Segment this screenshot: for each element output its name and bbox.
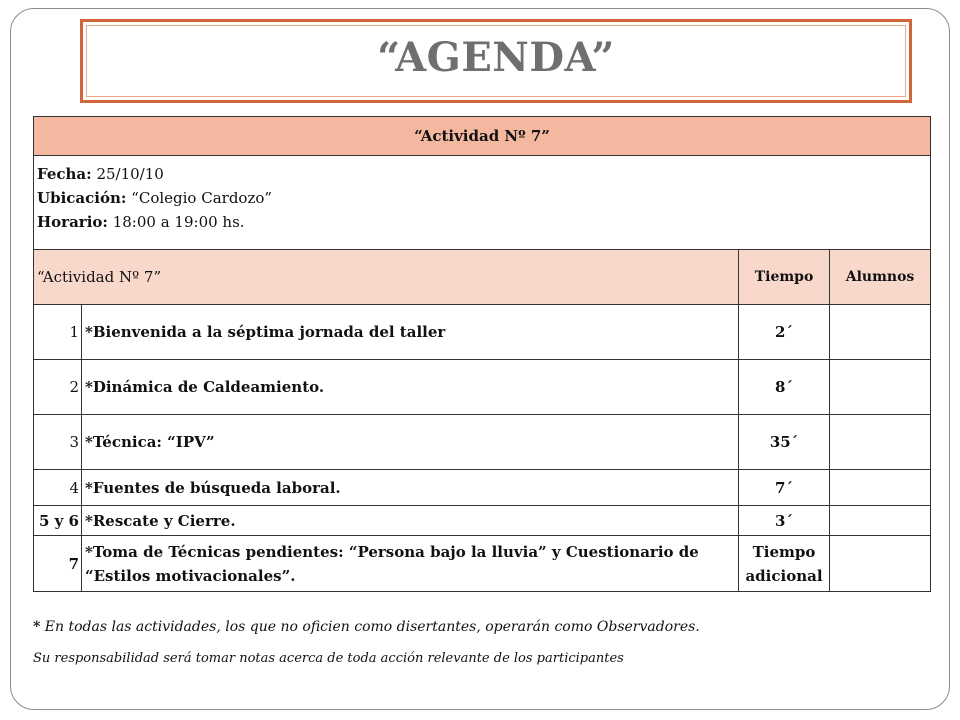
date-line [37,162,927,186]
table-row [34,415,931,470]
row-activity: *Bienvenida a la séptima jornada del taller [82,305,739,360]
schedule-value: 18:00 a 19:00 hs. [107,213,245,231]
row-activity: *Técnica: “IPV” [82,415,739,470]
row-time: 35´ [739,415,830,470]
table-row [34,470,931,506]
table-header-title: “Actividad Nº 7” [34,117,931,156]
footer-note-1 [33,619,700,635]
row-number: 3 [34,415,82,470]
info-cell [34,156,931,250]
date-label: Fecha: [37,165,92,183]
row-students [830,360,931,415]
row-students [830,470,931,506]
row-activity: *Fuentes de búsqueda laboral. [82,470,739,506]
row-time: 3´ [739,506,830,536]
location-label: Ubicación: [37,189,127,207]
column-header-students: Alumnos [830,250,931,305]
row-activity: *Rescate y Cierre. [82,506,739,536]
row-students [830,536,931,592]
table-row [34,536,931,592]
footer-note-1-text: En todas las actividades, los que no oficien como disertantes, operarán como Observadores. [40,619,700,635]
row-number: 5 y 6 [34,506,82,536]
title-box [80,19,912,103]
column-header-activity: “Actividad Nº 7” [34,250,739,305]
table-row [34,506,931,536]
row-students [830,415,931,470]
table-row [34,305,931,360]
column-header-row [34,250,931,305]
footnote-star: * [33,619,41,635]
row-students [830,506,931,536]
info-row [34,156,931,250]
table-row [34,360,931,415]
row-time: 8´ [739,360,830,415]
row-time: 7´ [739,470,830,506]
location-line [37,186,927,210]
row-number: 7 [34,536,82,592]
agenda-table [33,116,931,592]
table-header-row [34,117,931,156]
schedule-line [37,210,927,234]
row-activity: *Dinámica de Caldeamiento. [82,360,739,415]
row-students [830,305,931,360]
row-number: 4 [34,470,82,506]
row-number: 1 [34,305,82,360]
row-time: 2´ [739,305,830,360]
column-header-time: Tiempo [739,250,830,305]
location-value: “Colegio Cardozo” [126,189,273,207]
row-activity: *Toma de Técnicas pendientes: “Persona bajo la lluvia” y Cuestionario de “Estilos motivacionales”. [82,536,739,592]
row-number: 2 [34,360,82,415]
footer-note-2: Su responsabilidad será tomar notas acerca de toda acción relevante de los participantes [33,651,624,666]
row-time: Tiempo adicional [739,536,830,592]
schedule-label: Horario: [37,213,108,231]
date-value: 25/10/10 [91,165,164,183]
page-title: “AGENDA” [377,34,615,81]
